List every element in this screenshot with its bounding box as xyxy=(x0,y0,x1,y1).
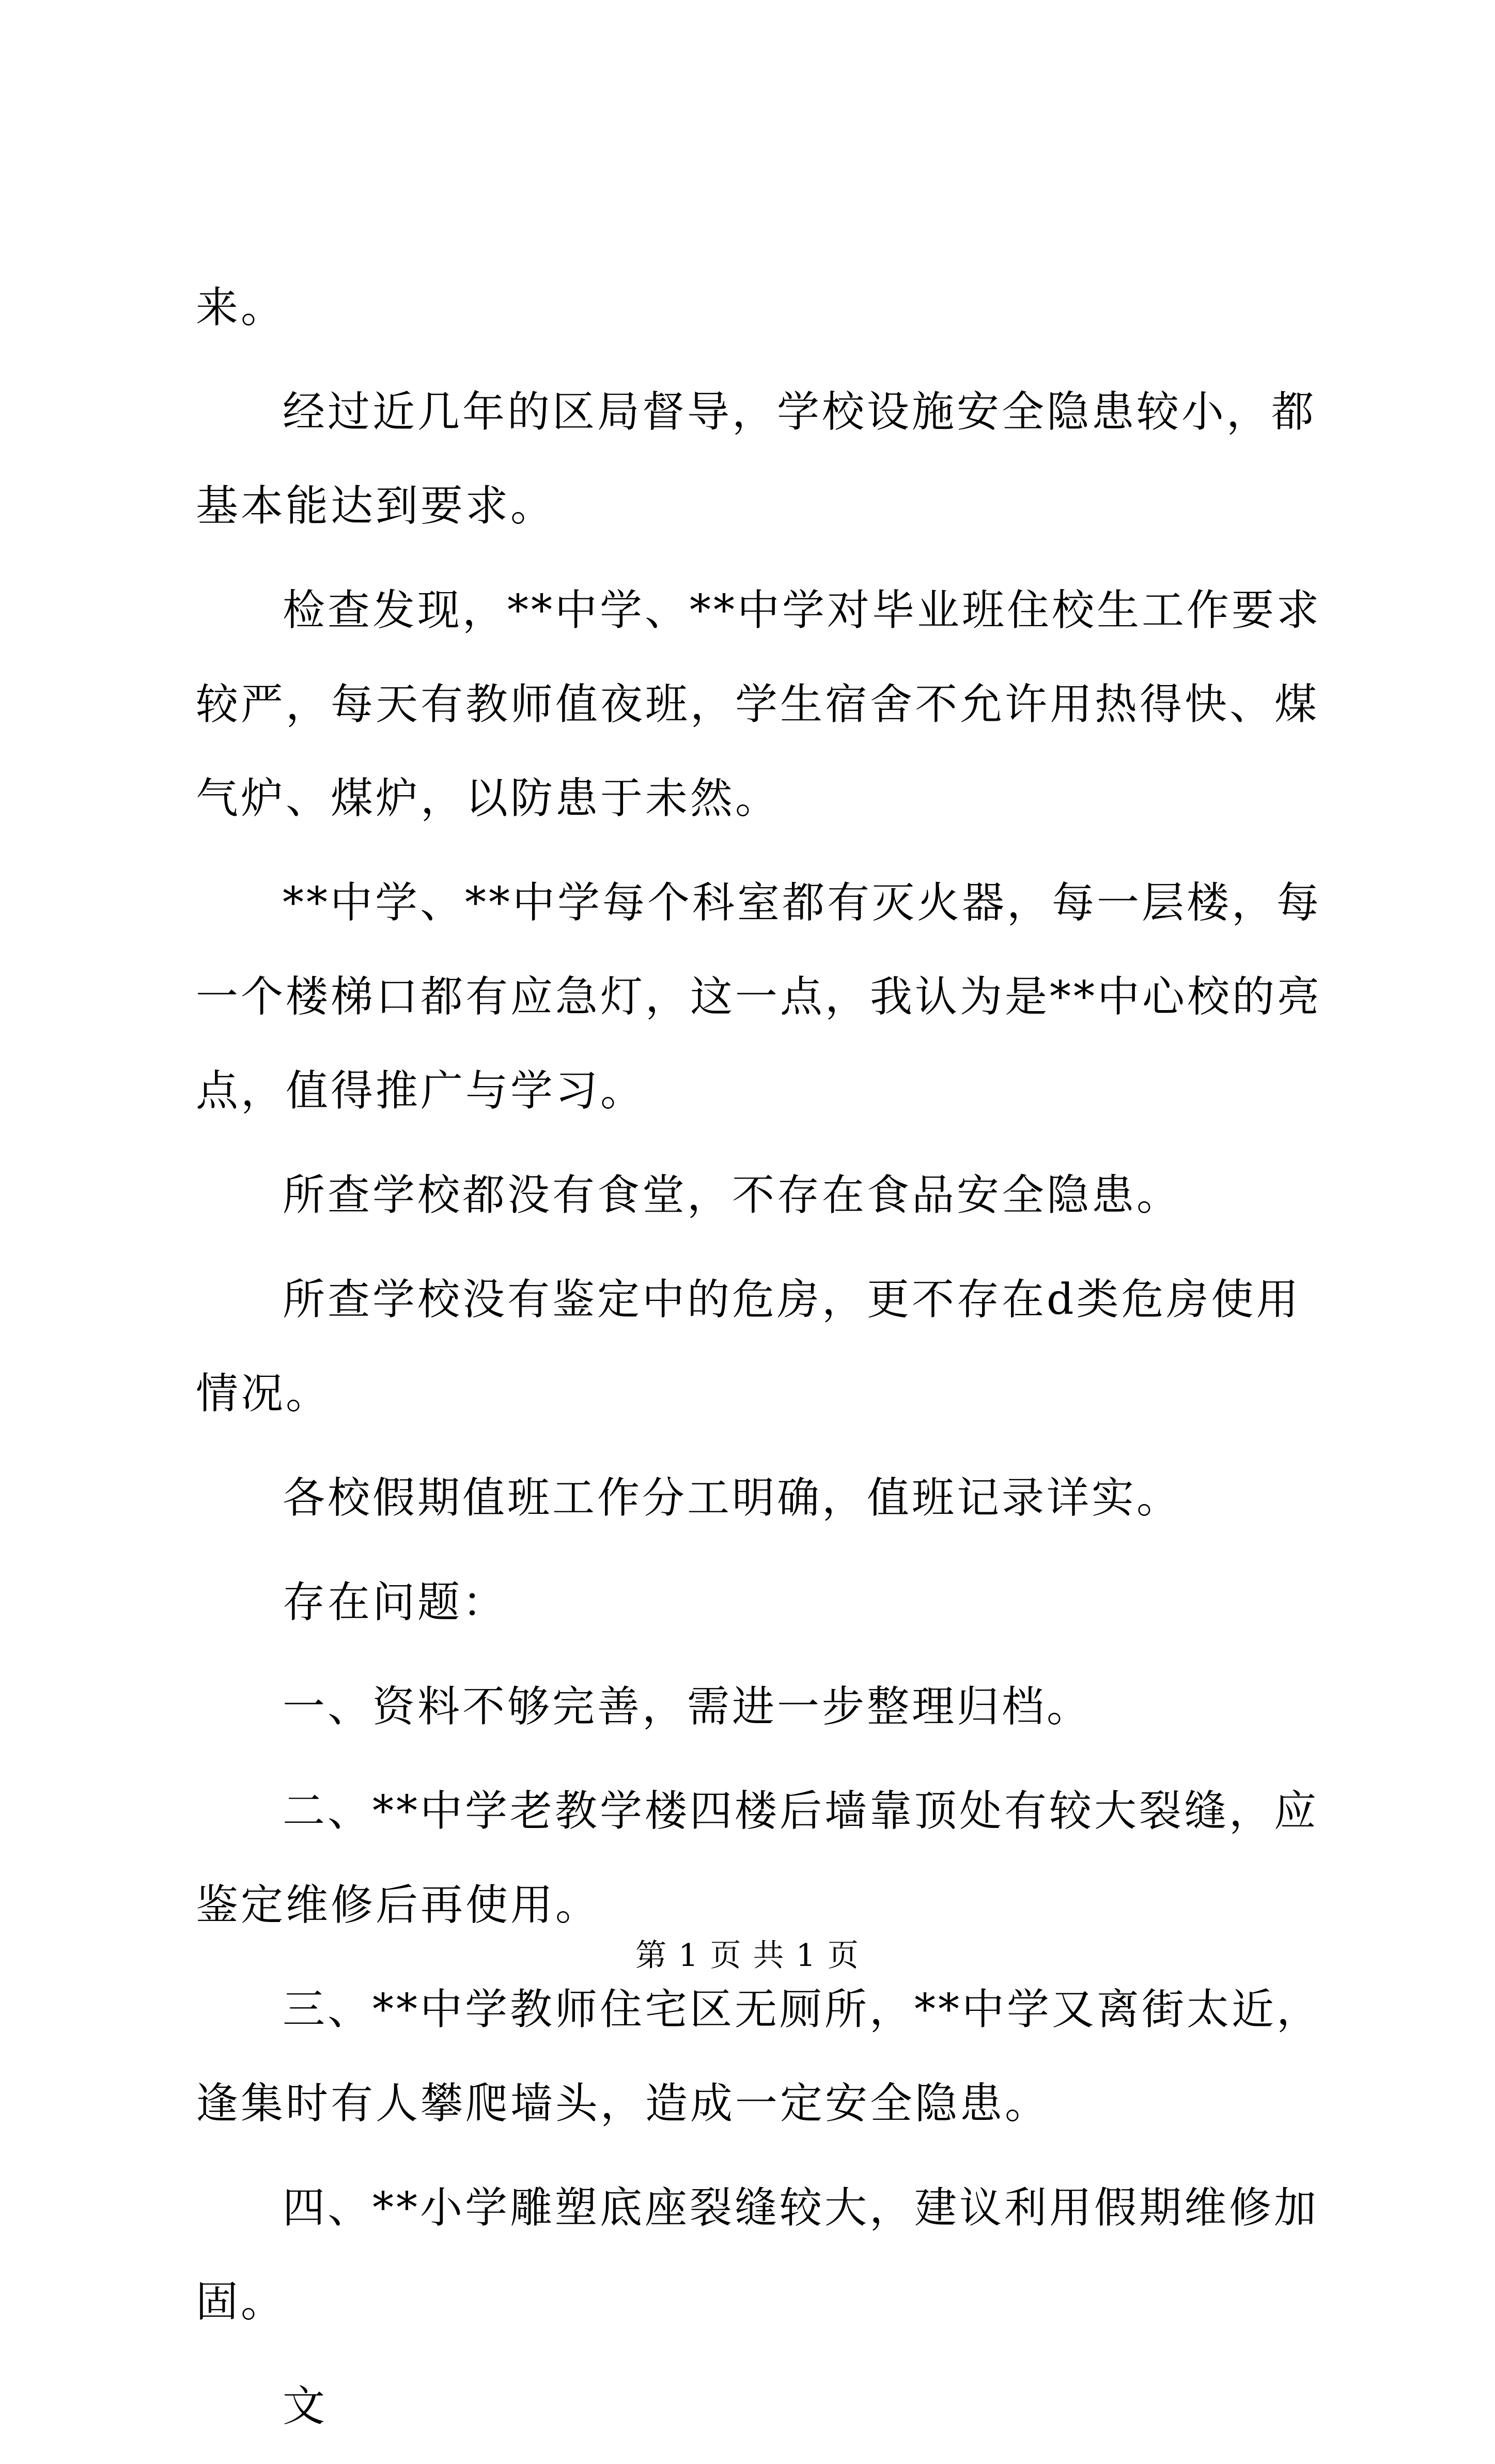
paragraph: 经过近几年的区局督导，学校设施安全隐患较小，都基本能达到要求。 xyxy=(196,388,1317,531)
document-body xyxy=(196,261,1327,2464)
issue-item: 四、**小学雕塑底座裂缝较大，建议利用假期维修加固。 xyxy=(196,2183,1319,2327)
paragraph: 检查发现，**中学、**中学对毕业班住校生工作要求较严，每天有教师值夜班，学生宿舍不允许用热得快、煤气炉、煤炉，以防患于未然。 xyxy=(196,586,1322,823)
paragraph: **中学、**中学每个科室都有灭火器，每一层楼，每一个楼梯口都有应急灯，这一点，我认为是**中心校的亮点，值得推广与学习。 xyxy=(196,878,1322,1115)
issue-item: 一、资料不够完善，需进一步整理归档。 xyxy=(283,1682,1092,1731)
page-footer xyxy=(0,1935,1495,1976)
issue-item: 二、**中学老教学楼四楼后墙靠顶处有较大裂缝，应鉴定维修后再使用。 xyxy=(196,1787,1319,1930)
paragraph: 所查学校没有鉴定中的危房，更不存在d类危房使用情况。 xyxy=(196,1275,1301,1418)
issue-item: 三、**中学教师住宅区无厕所，**中学又离街太近，逢集时有人攀爬墙头，造成一定安全隐患。 xyxy=(196,1985,1322,2128)
paragraph: 各校假期值班工作分工明确，值班记录详实。 xyxy=(283,1474,1182,1523)
paragraph: 所查学校都没有食堂，不存在食品安全隐患。 xyxy=(283,1171,1182,1220)
page-number-label: 第 1 页 共 1 页 xyxy=(635,1938,860,1974)
paragraph: 文 xyxy=(283,2382,328,2431)
section-heading: 存在问题： xyxy=(283,1578,508,1627)
paragraph: 来。 xyxy=(196,283,286,332)
